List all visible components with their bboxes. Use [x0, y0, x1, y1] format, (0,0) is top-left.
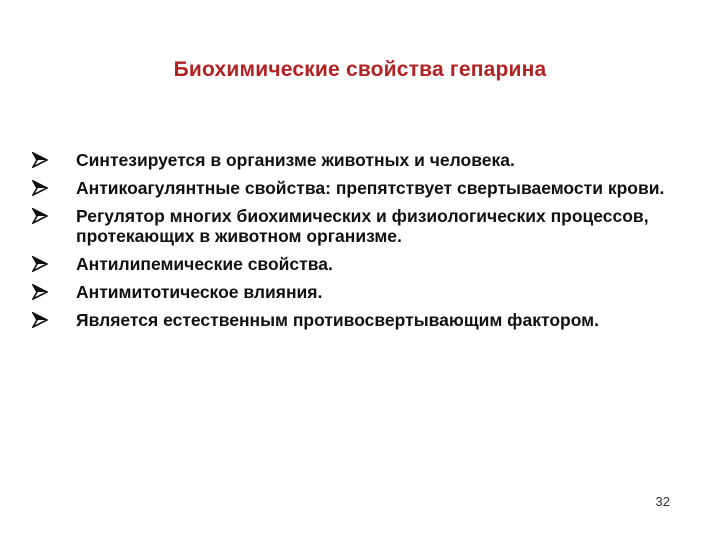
list-item: [32, 282, 702, 302]
arrowhead-bullet-icon: [32, 312, 48, 328]
list-item: [32, 254, 702, 274]
bullet-text: Антимитотическое влияния.: [76, 282, 323, 302]
page-number: 32: [655, 494, 670, 509]
list-item: [32, 178, 702, 198]
bullet-text: Антилипемические свойства.: [76, 254, 333, 274]
list-item: [32, 310, 702, 330]
list-item: [32, 150, 702, 170]
arrowhead-bullet-icon: [32, 256, 48, 272]
bullet-text: Является естественным противосвертывающим фактором.: [76, 310, 599, 330]
list-item: [32, 206, 702, 246]
bullet-list: [32, 150, 702, 338]
bullet-text: Регулятор многих биохимических и физиологических процессов, протекающих в животном организме.: [76, 206, 649, 246]
arrowhead-bullet-icon: [32, 208, 48, 224]
arrowhead-bullet-icon: [32, 284, 48, 300]
arrowhead-bullet-icon: [32, 180, 48, 196]
bullet-text: Синтезируется в организме животных и человека.: [76, 150, 515, 170]
slide-title: Биохимические свойства гепарина: [173, 58, 547, 81]
bullet-text: Антикоагулянтные свойства: препятствует свертываемости крови.: [76, 178, 665, 198]
arrowhead-bullet-icon: [32, 152, 48, 168]
